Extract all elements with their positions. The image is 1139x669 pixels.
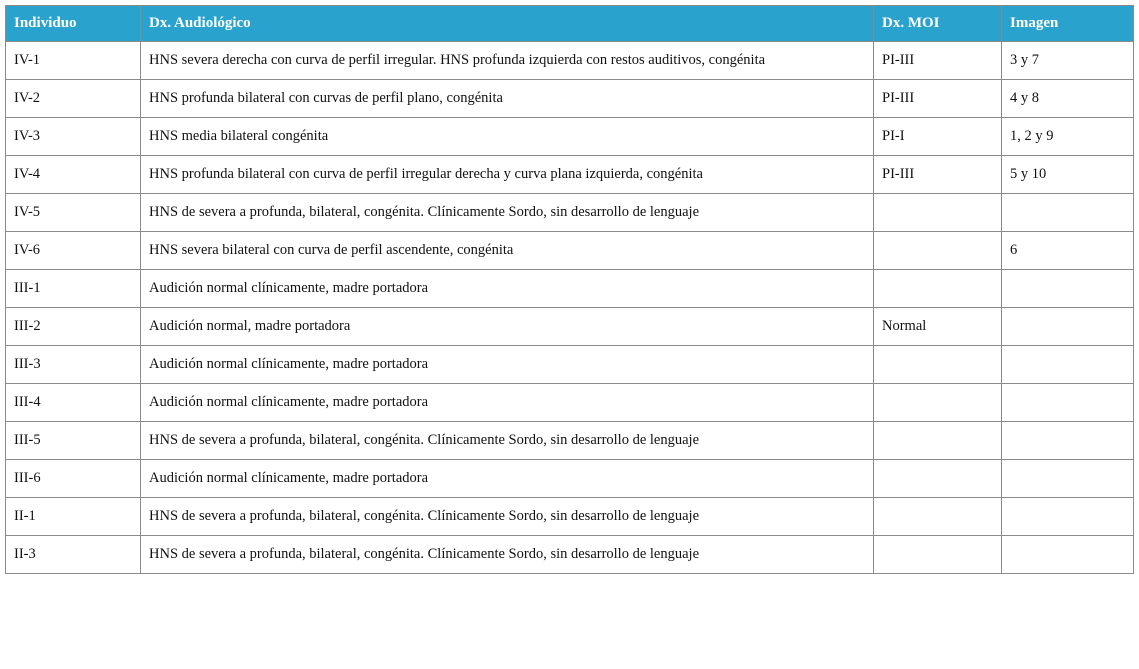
cell-imagen: 4 y 8 bbox=[1002, 80, 1134, 118]
cell-moi bbox=[874, 384, 1002, 422]
table-row bbox=[6, 384, 1134, 422]
cell-imagen bbox=[1002, 422, 1134, 460]
cell-imagen: 3 y 7 bbox=[1002, 42, 1134, 80]
column-header-moi: Dx. MOI bbox=[874, 6, 1002, 42]
cell-audiologico: Audición normal clínicamente, madre portadora bbox=[141, 384, 874, 422]
cell-individuo: III-1 bbox=[6, 270, 141, 308]
cell-imagen bbox=[1002, 346, 1134, 384]
cell-audiologico: Audición normal clínicamente, madre portadora bbox=[141, 270, 874, 308]
table-row bbox=[6, 156, 1134, 194]
table-header-row bbox=[6, 6, 1134, 42]
cell-imagen: 6 bbox=[1002, 232, 1134, 270]
clinical-findings-table bbox=[5, 5, 1134, 574]
cell-individuo: IV-6 bbox=[6, 232, 141, 270]
cell-audiologico: Audición normal, madre portadora bbox=[141, 308, 874, 346]
cell-individuo: III-3 bbox=[6, 346, 141, 384]
table-row bbox=[6, 270, 1134, 308]
cell-imagen bbox=[1002, 384, 1134, 422]
cell-audiologico: HNS de severa a profunda, bilateral, congénita. Clínicamente Sordo, sin desarrollo de lenguaje bbox=[141, 422, 874, 460]
table-row bbox=[6, 118, 1134, 156]
cell-individuo: III-5 bbox=[6, 422, 141, 460]
cell-audiologico: HNS profunda bilateral con curvas de perfil plano, congénita bbox=[141, 80, 874, 118]
cell-individuo: IV-1 bbox=[6, 42, 141, 80]
table-row bbox=[6, 308, 1134, 346]
table-row bbox=[6, 194, 1134, 232]
cell-moi: PI-III bbox=[874, 80, 1002, 118]
cell-audiologico: HNS media bilateral congénita bbox=[141, 118, 874, 156]
cell-individuo: II-3 bbox=[6, 536, 141, 574]
cell-moi: PI-I bbox=[874, 118, 1002, 156]
cell-individuo: II-1 bbox=[6, 498, 141, 536]
table-row bbox=[6, 422, 1134, 460]
cell-moi bbox=[874, 346, 1002, 384]
cell-moi bbox=[874, 460, 1002, 498]
cell-moi bbox=[874, 498, 1002, 536]
table-row bbox=[6, 346, 1134, 384]
table-row bbox=[6, 80, 1134, 118]
table-row bbox=[6, 232, 1134, 270]
cell-imagen: 5 y 10 bbox=[1002, 156, 1134, 194]
cell-moi: PI-III bbox=[874, 156, 1002, 194]
table-row bbox=[6, 498, 1134, 536]
cell-audiologico: HNS profunda bilateral con curva de perfil irregular derecha y curva plana izquierda, congénita bbox=[141, 156, 874, 194]
cell-individuo: IV-3 bbox=[6, 118, 141, 156]
cell-audiologico: HNS de severa a profunda, bilateral, congénita. Clínicamente Sordo, sin desarrollo de lenguaje bbox=[141, 536, 874, 574]
cell-moi: PI-III bbox=[874, 42, 1002, 80]
cell-audiologico: HNS de severa a profunda, bilateral, congénita. Clínicamente Sordo, sin desarrollo de lenguaje bbox=[141, 498, 874, 536]
cell-imagen bbox=[1002, 536, 1134, 574]
cell-imagen bbox=[1002, 270, 1134, 308]
table-body bbox=[6, 42, 1134, 574]
cell-imagen: 1, 2 y 9 bbox=[1002, 118, 1134, 156]
cell-audiologico: Audición normal clínicamente, madre portadora bbox=[141, 346, 874, 384]
cell-moi: Normal bbox=[874, 308, 1002, 346]
cell-moi bbox=[874, 536, 1002, 574]
cell-imagen bbox=[1002, 498, 1134, 536]
cell-imagen bbox=[1002, 460, 1134, 498]
cell-imagen bbox=[1002, 308, 1134, 346]
cell-individuo: III-2 bbox=[6, 308, 141, 346]
cell-moi bbox=[874, 422, 1002, 460]
table-row bbox=[6, 42, 1134, 80]
column-header-audiologico: Dx. Audiológico bbox=[141, 6, 874, 42]
cell-individuo: III-4 bbox=[6, 384, 141, 422]
cell-audiologico: HNS severa derecha con curva de perfil irregular. HNS profunda izquierda con restos auditivos, congénita bbox=[141, 42, 874, 80]
column-header-imagen: Imagen bbox=[1002, 6, 1134, 42]
column-header-individuo: Individuo bbox=[6, 6, 141, 42]
table-header bbox=[6, 6, 1134, 42]
cell-imagen bbox=[1002, 194, 1134, 232]
cell-audiologico: HNS de severa a profunda, bilateral, congénita. Clínicamente Sordo, sin desarrollo de lenguaje bbox=[141, 194, 874, 232]
cell-moi bbox=[874, 194, 1002, 232]
table-row bbox=[6, 536, 1134, 574]
cell-individuo: IV-2 bbox=[6, 80, 141, 118]
cell-audiologico: HNS severa bilateral con curva de perfil ascendente, congénita bbox=[141, 232, 874, 270]
cell-moi bbox=[874, 270, 1002, 308]
cell-moi bbox=[874, 232, 1002, 270]
cell-audiologico: Audición normal clínicamente, madre portadora bbox=[141, 460, 874, 498]
cell-individuo: IV-5 bbox=[6, 194, 141, 232]
table-row bbox=[6, 460, 1134, 498]
cell-individuo: IV-4 bbox=[6, 156, 141, 194]
cell-individuo: III-6 bbox=[6, 460, 141, 498]
